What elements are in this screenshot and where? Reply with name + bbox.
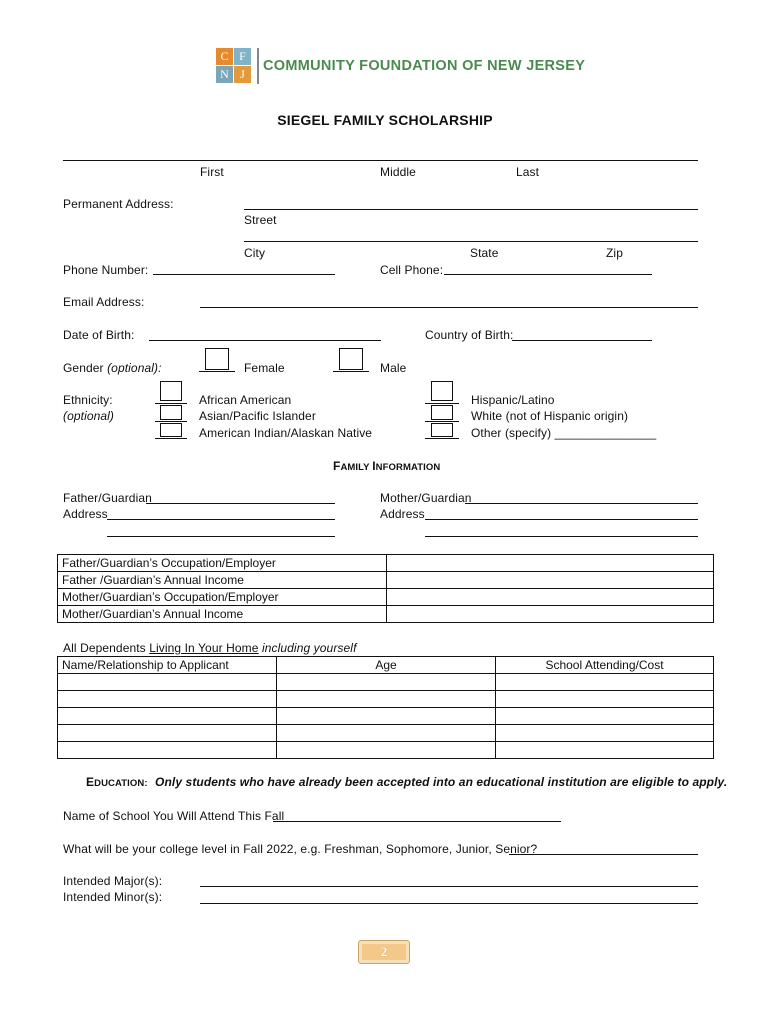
- dep-cell[interactable]: [496, 691, 714, 708]
- female-checkbox[interactable]: [205, 348, 229, 370]
- page-number-badge: [358, 940, 410, 964]
- logo-letter-j: J: [234, 66, 251, 83]
- male-label: Male: [380, 361, 407, 375]
- mother-occupation-field[interactable]: [387, 589, 714, 606]
- family-heading-rest-2: NFORMATION: [375, 462, 441, 473]
- city-state-zip-line[interactable]: [244, 241, 698, 242]
- cell-label: Cell Phone:: [380, 263, 444, 277]
- street-label: Street: [244, 213, 277, 227]
- ethnicity-left-underline-2: [155, 421, 187, 422]
- dep-cell[interactable]: [496, 708, 714, 725]
- dependents-intro-b: Living In Your Home: [149, 641, 259, 655]
- minor-line[interactable]: [200, 903, 698, 904]
- mother-income-field[interactable]: [387, 606, 714, 623]
- education-heading-rest: DUCATION:: [94, 778, 148, 789]
- hispanic-checkbox[interactable]: [431, 381, 453, 401]
- female-label: Female: [244, 361, 285, 375]
- father-occupation-label: Father/Guardian’s Occupation/Employer: [58, 555, 387, 572]
- male-checkbox[interactable]: [339, 348, 363, 370]
- gender-optional: (optional):: [107, 361, 162, 375]
- middle-name-label: Middle: [380, 165, 416, 179]
- first-name-label: First: [200, 165, 224, 179]
- dep-cell[interactable]: [58, 725, 277, 742]
- minor-label: Intended Minor(s):: [63, 890, 163, 904]
- father-address-label: Address: [63, 507, 108, 521]
- dep-cell[interactable]: [496, 674, 714, 691]
- table-row: [58, 674, 714, 691]
- father-name-line[interactable]: [146, 503, 335, 504]
- ethnicity-white: White (not of Hispanic origin): [471, 409, 629, 423]
- dep-cell[interactable]: [58, 708, 277, 725]
- ethnicity-right-underline-3: [425, 438, 459, 439]
- family-heading-rest-1: AMILY: [340, 462, 373, 473]
- education-heading-cap: E: [86, 775, 95, 789]
- phone-line[interactable]: [153, 274, 335, 275]
- major-line[interactable]: [200, 886, 698, 887]
- gender-label: [63, 361, 162, 375]
- ethnicity-right-underline-1: [425, 403, 459, 404]
- table-row: [58, 572, 714, 589]
- ethnicity-american-indian: American Indian/Alaskan Native: [199, 426, 373, 440]
- logo-letter-c: C: [216, 48, 233, 65]
- male-checkbox-underline: [333, 371, 369, 372]
- parent-info-table: [57, 554, 714, 623]
- dep-cell[interactable]: [277, 742, 496, 759]
- dependents-intro-c: including yourself: [258, 641, 357, 655]
- table-row: [58, 691, 714, 708]
- cell-line[interactable]: [444, 274, 652, 275]
- org-name: COMMUNITY FOUNDATION OF NEW JERSEY: [263, 58, 586, 74]
- mother-address-label: Address: [380, 507, 425, 521]
- father-occupation-field[interactable]: [387, 555, 714, 572]
- dob-label: Date of Birth:: [63, 328, 135, 342]
- dep-cell[interactable]: [277, 725, 496, 742]
- father-income-label: Father /Guardian’s Annual Income: [58, 572, 387, 589]
- female-checkbox-underline: [199, 371, 235, 372]
- state-label: State: [470, 246, 499, 260]
- ethnicity-optional: (optional): [63, 409, 115, 423]
- table-header-row: [58, 657, 714, 674]
- page-number: 2: [380, 944, 388, 959]
- col-header-name: Name/Relationship to Applicant: [58, 657, 277, 674]
- ethnicity-hispanic: Hispanic/Latino: [471, 393, 555, 407]
- family-info-heading: [333, 459, 440, 475]
- mother-label: Mother/Guardian: [380, 491, 472, 505]
- dep-cell[interactable]: [277, 708, 496, 725]
- school-question: Name of School You Will Attend This Fall: [63, 809, 285, 823]
- logo-divider: [257, 48, 259, 84]
- mother-occupation-label: Mother/Guardian’s Occupation/Employer: [58, 589, 387, 606]
- table-row: [58, 742, 714, 759]
- father-address-line-2[interactable]: [107, 536, 335, 537]
- logo-letter-f: F: [234, 48, 251, 65]
- phone-label: Phone Number:: [63, 263, 149, 277]
- cob-label: Country of Birth:: [425, 328, 514, 342]
- ethnicity-label: Ethnicity:: [63, 393, 113, 407]
- white-checkbox[interactable]: [431, 405, 453, 420]
- zip-label: Zip: [606, 246, 623, 260]
- other-checkbox[interactable]: [431, 423, 453, 437]
- father-address-line-1[interactable]: [107, 519, 335, 520]
- cob-line[interactable]: [512, 340, 652, 341]
- name-line[interactable]: [63, 160, 698, 161]
- ethnicity-african-american: African American: [199, 393, 292, 407]
- table-row: [58, 606, 714, 623]
- ethnicity-left-underline-1: [155, 403, 187, 404]
- logo-letter-n: N: [216, 66, 233, 83]
- school-line[interactable]: [273, 821, 561, 822]
- dob-line[interactable]: [149, 340, 381, 341]
- dep-cell[interactable]: [277, 674, 496, 691]
- col-header-age: Age: [277, 657, 496, 674]
- family-heading-cap-f: F: [333, 459, 341, 473]
- education-note: [86, 775, 727, 791]
- college-level-line[interactable]: [509, 854, 698, 855]
- dependents-intro-a: All Dependents: [63, 641, 150, 655]
- mother-address-line-2[interactable]: [425, 536, 698, 537]
- street-line[interactable]: [244, 209, 698, 210]
- father-label: Father/Guardian: [63, 491, 152, 505]
- page-title: SIEGEL FAMILY SCHOLARSHIP: [277, 112, 493, 128]
- email-line[interactable]: [200, 307, 698, 308]
- city-label: City: [244, 246, 266, 260]
- ethnicity-other: Other (specify) _______________: [471, 426, 657, 440]
- table-row: [58, 555, 714, 572]
- dependents-table: [57, 656, 714, 759]
- table-row: [58, 725, 714, 742]
- dep-cell[interactable]: [496, 742, 714, 759]
- table-row: [58, 589, 714, 606]
- mother-name-line[interactable]: [465, 503, 698, 504]
- american-indian-checkbox[interactable]: [160, 423, 182, 437]
- dep-cell[interactable]: [58, 674, 277, 691]
- dep-cell[interactable]: [277, 691, 496, 708]
- father-income-field[interactable]: [387, 572, 714, 589]
- african-american-checkbox[interactable]: [160, 381, 182, 401]
- permanent-address-label: Permanent Address:: [63, 197, 174, 211]
- education-eligibility: Only students who have already been accepted into an educational institution are eligible to apply.: [155, 775, 728, 789]
- ethnicity-asian-pacific: Asian/Pacific Islander: [199, 409, 316, 423]
- major-label: Intended Major(s):: [63, 874, 163, 888]
- gender-label-text: Gender: [63, 361, 104, 375]
- mother-income-label: Mother/Guardian’s Annual Income: [58, 606, 387, 623]
- asian-pacific-checkbox[interactable]: [160, 405, 182, 420]
- dependents-intro: [63, 641, 357, 655]
- email-label: Email Address:: [63, 295, 145, 309]
- ethnicity-right-underline-2: [425, 421, 459, 422]
- family-heading-cap-i: I: [372, 459, 376, 473]
- college-level-question: What will be your college level in Fall 2022, e.g. Freshman, Sophomore, Junior, Senior?: [63, 842, 538, 856]
- col-header-school: School Attending/Cost: [496, 657, 714, 674]
- last-name-label: Last: [516, 165, 540, 179]
- table-row: [58, 708, 714, 725]
- cfnj-logo: [216, 48, 252, 84]
- ethnicity-left-underline-3: [155, 438, 187, 439]
- dep-cell[interactable]: [496, 725, 714, 742]
- dep-cell[interactable]: [58, 742, 277, 759]
- dep-cell[interactable]: [58, 691, 277, 708]
- mother-address-line-1[interactable]: [425, 519, 698, 520]
